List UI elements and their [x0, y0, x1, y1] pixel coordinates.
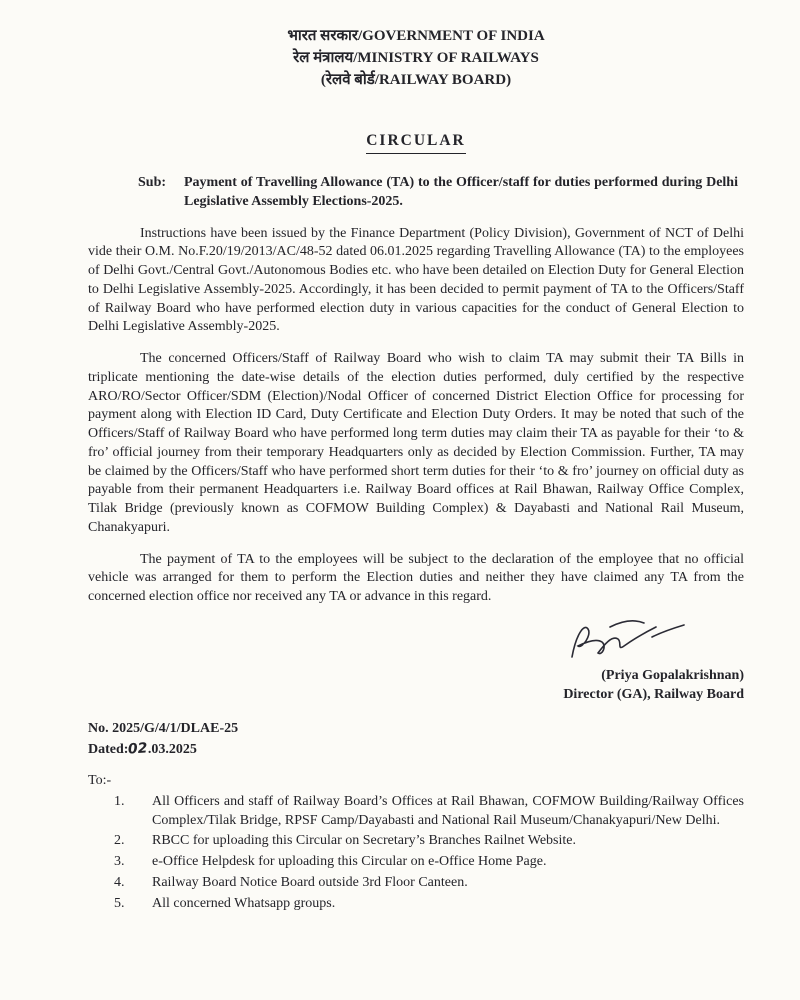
letterhead-ministry-line: रेल मंत्रालय/MINISTRY OF RAILWAYS — [293, 49, 539, 66]
list-item — [114, 853, 744, 872]
letterhead-govt-line: भारत सरकार/GOVERNMENT OF INDIA — [287, 28, 545, 44]
subject-text: Payment of Travelling Allowance (TA) to the Officer/staff for duties performed during Delhi Legislative Assembly Elections-2025. — [184, 175, 738, 209]
signature-block — [88, 615, 744, 705]
list-item-text: All Officers and staff of Railway Board’s Offices at Rail Bhawan, COFMOW Building/Railway Offices Complex/Tilak Bridge, RPSF Camp/Dayabasti and National Rail Museum/Chanakyapuri/New Delhi. — [152, 793, 744, 828]
list-item — [114, 793, 744, 831]
list-item-text: RBCC for uploading this Circular on Secretary’s Branches Railnet Website. — [152, 833, 576, 849]
list-item — [114, 832, 744, 851]
dated-rest: .03.2025 — [147, 741, 197, 757]
list-item-number: 3. — [114, 854, 125, 870]
list-item-number: 1. — [114, 793, 125, 809]
list-item-number: 5. — [114, 895, 125, 911]
letterhead — [88, 26, 744, 91]
list-item — [114, 874, 744, 893]
signatory-designation: Director (GA), Railway Board — [563, 686, 744, 702]
title-row — [88, 131, 744, 154]
list-item-number: 4. — [114, 874, 125, 890]
circular-title: CIRCULAR — [366, 131, 466, 154]
list-item-text: e-Office Helpdesk for uploading this Circular on e-Office Home Page. — [152, 854, 547, 870]
dated-day-handwritten: 02 — [127, 740, 149, 758]
reference-block — [88, 719, 744, 761]
list-item-number: 2. — [114, 833, 125, 849]
list-item — [114, 895, 744, 914]
distribution-label: To:- — [88, 773, 112, 789]
list-item-text: Railway Board Notice Board outside 3rd Floor Canteen. — [152, 874, 468, 890]
paragraph: The concerned Officers/Staff of Railway Board who wish to claim TA may submit their TA Bills in triplicate mentioning the date-wise details of the election duties performed, duly certified by the respective ARO/RO/Sector Officer/SDM (Election)/Nodal Officer of concerned District Election Office for processing for payment along with Election ID Card, Duty Certificate and Election Duty Orders. It may be noted that such of the Officers/Staff of Railway Board who have performed long term duties may claim their TA as payable for their ‘to & fro’ official journey from their temporary Headquarters only as decided by Election Commission. Further, TA may be claimed by the Officers/Staff who have performed short term duties for their ‘to & fro’ journey on official duty as payable from their permanent Headquarters i.e. Railway Board offices at Rail Bhawan, Railway Office Complex, Tilak Bridge (previously known as COFMOW Building Complex) & Dayabasti and National Rail Museum, Chanakyapuri. — [88, 351, 744, 535]
signatory-name: (Priya Gopalakrishnan) — [601, 667, 744, 683]
paragraph: Instructions have been issued by the Finance Department (Policy Division), Government of NCT of Delhi vide their O.M. No.F.20/19/2013/AC/48-52 dated 06.01.2025 regarding Travelling Allowance (TA) to the employees of Delhi Govt./Central Govt./Autonomous Bodies etc. who have been detailed on Election Duty for General Election to Delhi Legislative Assembly-2025. Accordingly, it has been decided to permit payment of TA to the Officers/Staff of Railway Board who have performed election duty in various capacities for the conduct of General Election to Delhi Legislative Assembly-2025. — [88, 225, 744, 335]
handwritten-signature — [552, 615, 692, 667]
list-item-text: All concerned Whatsapp groups. — [152, 895, 336, 911]
subject-label: Sub: — [138, 175, 167, 191]
letterhead-board-line: (रेलवे बोर्ड/RAILWAY BOARD) — [320, 71, 512, 88]
distribution-list — [88, 793, 744, 914]
dated-line — [88, 739, 744, 760]
file-number: No. 2025/G/4/1/DLAE-25 — [88, 720, 239, 736]
subject-block — [138, 174, 744, 212]
dated-label: Dated: — [88, 741, 129, 757]
paragraph: The payment of TA to the employees will be subject to the declaration of the employee that no official vehicle was arranged for them to perform the Election duties and neither they have claimed any TA from the concerned election office nor received any TA or advance in this regard. — [88, 551, 744, 605]
